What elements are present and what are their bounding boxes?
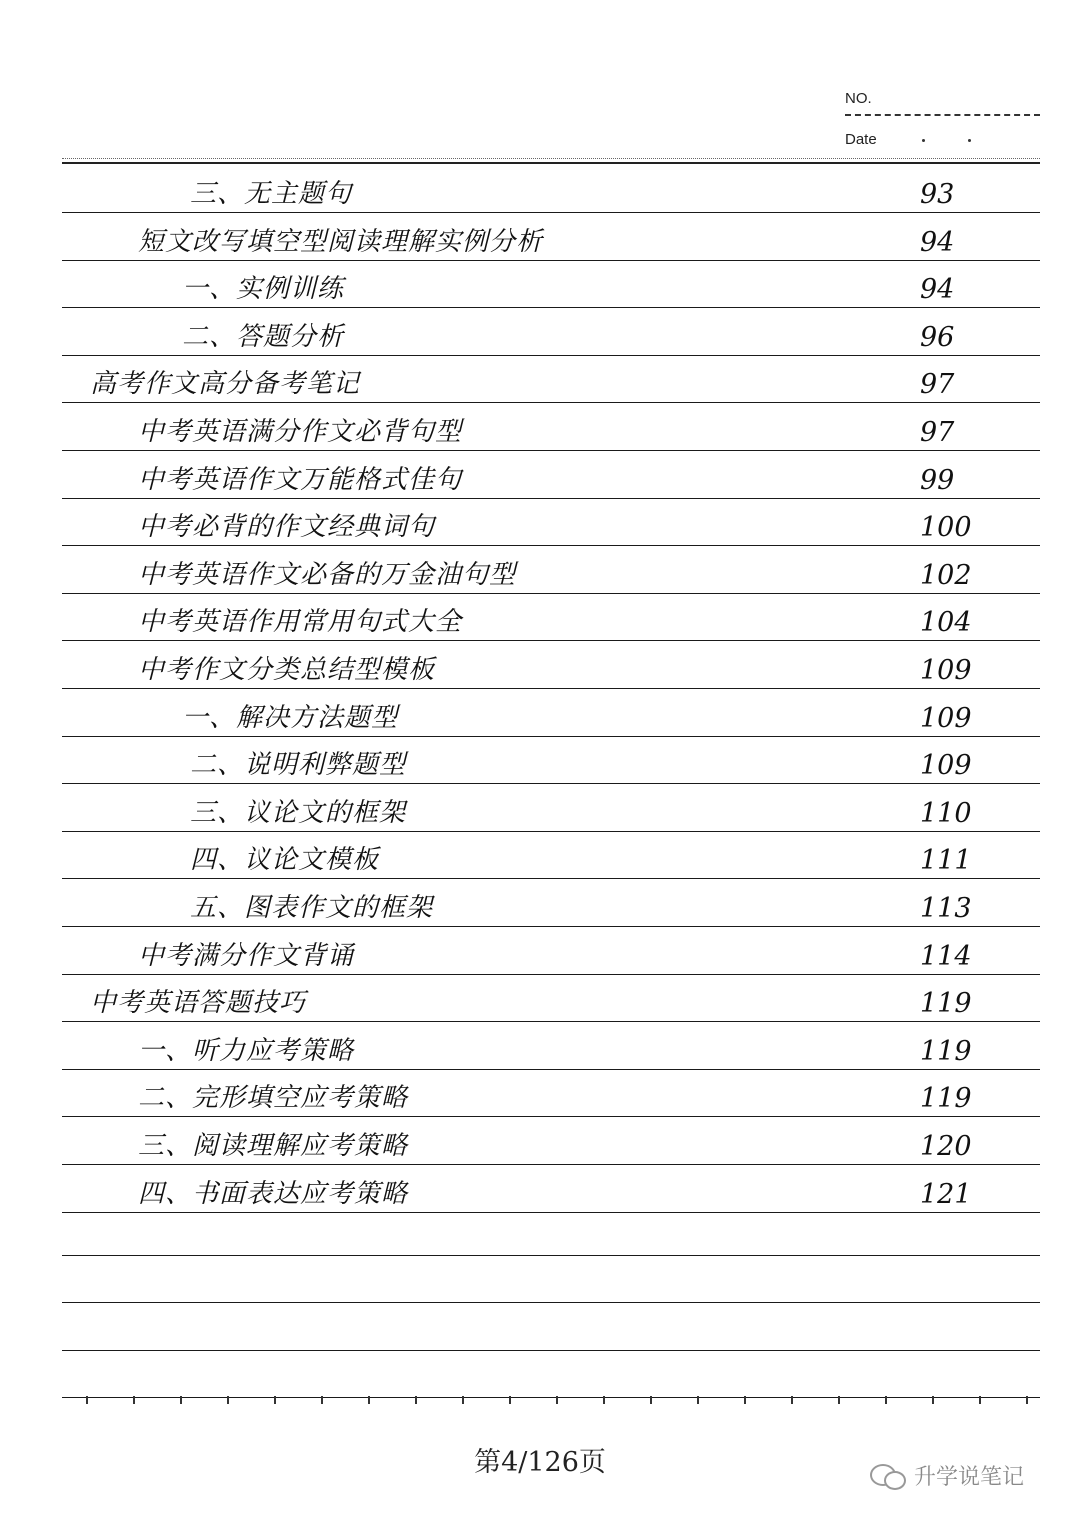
ruled-line: [62, 212, 1040, 213]
ruled-line: [62, 1350, 1040, 1351]
tick-mark: [274, 1396, 276, 1404]
toc-entry-title: 四、议论文模板: [190, 845, 380, 875]
ruled-line: [62, 593, 1040, 594]
tick-mark: [932, 1396, 934, 1404]
ruled-line: [62, 402, 1040, 403]
ruled-line: [62, 1212, 1040, 1213]
toc-entry: [62, 692, 1040, 736]
toc-entry-title: 一、解决方法题型: [182, 703, 399, 733]
ruled-line: [62, 1021, 1040, 1022]
toc-entry-page: 99: [920, 465, 955, 496]
ruled-line: [62, 831, 1040, 832]
ruled-line: [62, 783, 1040, 784]
tick-mark: [462, 1396, 464, 1404]
tick-mark: [86, 1396, 88, 1404]
toc-entry: [62, 168, 1040, 212]
ruled-line: [62, 1255, 1040, 1256]
watermark: [870, 1460, 1024, 1491]
ruled-line: [62, 1116, 1040, 1117]
toc-entry-page: 111: [920, 845, 972, 876]
toc-entry-title: 中考英语作文万能格式佳句: [138, 465, 463, 495]
toc-entry-title: 中考英语答题技巧: [90, 988, 307, 1018]
toc-entry: [62, 644, 1040, 688]
toc-entry: [62, 882, 1040, 926]
toc-entry-title: 中考英语满分作文必背句型: [138, 417, 463, 447]
toc-entry-title: 中考英语作文必备的万金油句型: [138, 560, 517, 590]
toc-entry: [62, 1072, 1040, 1116]
tick-mark: [133, 1396, 135, 1404]
toc-entry: [62, 834, 1040, 878]
toc-entry-title: 一、实例训练: [182, 274, 345, 304]
ruled-line: [62, 355, 1040, 356]
watermark-text: 升学说笔记: [914, 1465, 1025, 1490]
ruled-line: [62, 498, 1040, 499]
toc-entry: [62, 787, 1040, 831]
toc-entry-page: 94: [920, 274, 955, 305]
toc-entry: [62, 1168, 1040, 1212]
tick-mark: [227, 1396, 229, 1404]
toc-entry-title: 二、完形填空应考策略: [138, 1083, 409, 1113]
top-dotted-rule: [62, 158, 1040, 159]
toc-entry: [62, 454, 1040, 498]
toc-entry-page: 109: [920, 655, 972, 686]
toc-entry-page: 96: [920, 322, 955, 353]
toc-entry-title: 二、答题分析: [182, 322, 345, 352]
tick-mark: [791, 1396, 793, 1404]
toc-entry-title: 四、书面表达应考策略: [138, 1179, 409, 1209]
ruled-line: [62, 307, 1040, 308]
toc-entry-title: 短文改写填空型阅读理解实例分析: [138, 227, 544, 257]
ruled-line: [62, 1069, 1040, 1070]
toc-entry-page: 119: [920, 1083, 972, 1114]
header-no-line: [845, 114, 1040, 116]
toc-entry-title: 高考作文高分备考笔记: [90, 369, 361, 399]
date-dot: [968, 139, 971, 142]
header-no-label: NO.: [845, 90, 872, 107]
toc-entry-title: 中考满分作文背诵: [138, 941, 355, 971]
tick-mark: [744, 1396, 746, 1404]
toc-entry-title: 一、听力应考策略: [138, 1036, 355, 1066]
toc-entry-page: 121: [920, 1179, 972, 1210]
ruled-line: [62, 1302, 1040, 1303]
toc-entry-page: 109: [920, 703, 972, 734]
header-date-label: Date: [845, 131, 877, 148]
toc-entry: [62, 406, 1040, 450]
toc-entry-page: 113: [920, 893, 972, 924]
toc-entry-title: 中考英语作用常用句式大全: [138, 607, 463, 637]
tick-mark: [1026, 1396, 1028, 1404]
toc-entry-title: 二、说明利弊题型: [190, 750, 407, 780]
tick-mark: [979, 1396, 981, 1404]
ruled-line: [62, 736, 1040, 737]
ruled-line: [62, 1397, 1040, 1398]
ruled-line: [62, 688, 1040, 689]
toc-entry-page: 114: [920, 941, 972, 972]
ruled-line: [62, 640, 1040, 641]
tick-mark: [368, 1396, 370, 1404]
toc-entry-page: 94: [920, 227, 955, 258]
tick-mark: [321, 1396, 323, 1404]
tick-mark: [556, 1396, 558, 1404]
toc-entry-title: 中考作文分类总结型模板: [138, 655, 436, 685]
tick-mark: [180, 1396, 182, 1404]
tick-mark: [509, 1396, 511, 1404]
tick-mark: [697, 1396, 699, 1404]
toc-entry-page: 110: [920, 798, 972, 829]
toc-entry-page: 100: [920, 512, 972, 543]
toc-entry: [62, 549, 1040, 593]
toc-entry: [62, 216, 1040, 260]
toc-entry: [62, 739, 1040, 783]
toc-entry-page: 93: [920, 179, 955, 210]
wechat-icon: [870, 1462, 906, 1490]
ruled-line: [62, 545, 1040, 546]
toc-entry: [62, 1120, 1040, 1164]
toc-entry: [62, 596, 1040, 640]
date-dot: [922, 139, 925, 142]
toc-entry: [62, 1025, 1040, 1069]
toc-entry-title: 五、图表作文的框架: [190, 893, 434, 923]
toc-entry: [62, 930, 1040, 974]
toc-entry-page: 109: [920, 750, 972, 781]
toc-entry-title: 三、议论文的框架: [190, 798, 407, 828]
toc-entry: [62, 501, 1040, 545]
page-indicator: 第4/126页: [474, 1447, 606, 1478]
ruled-line: [62, 1164, 1040, 1165]
ruled-line: [62, 450, 1040, 451]
toc-entry-title: 三、无主题句: [190, 179, 353, 209]
toc-entry-title: 中考必背的作文经典词句: [138, 512, 436, 542]
ruled-line: [62, 260, 1040, 261]
toc-entry: [62, 358, 1040, 402]
toc-entry-page: 97: [920, 417, 955, 448]
ruled-line: [62, 926, 1040, 927]
ruled-line: [62, 878, 1040, 879]
toc-entry-page: 120: [920, 1131, 972, 1162]
toc-entry-page: 104: [920, 607, 972, 638]
toc-entry-page: 102: [920, 560, 972, 591]
top-rule: [62, 162, 1040, 164]
toc-entry: [62, 977, 1040, 1021]
toc-entry-page: 97: [920, 369, 955, 400]
tick-mark: [885, 1396, 887, 1404]
toc-entry-page: 119: [920, 1036, 972, 1067]
ruled-line: [62, 974, 1040, 975]
toc-entry: [62, 311, 1040, 355]
toc-entry-title: 三、阅读理解应考策略: [138, 1131, 409, 1161]
tick-mark: [415, 1396, 417, 1404]
toc-entry: [62, 263, 1040, 307]
tick-mark: [650, 1396, 652, 1404]
tick-mark: [838, 1396, 840, 1404]
tick-mark: [603, 1396, 605, 1404]
toc-entry-page: 119: [920, 988, 972, 1019]
